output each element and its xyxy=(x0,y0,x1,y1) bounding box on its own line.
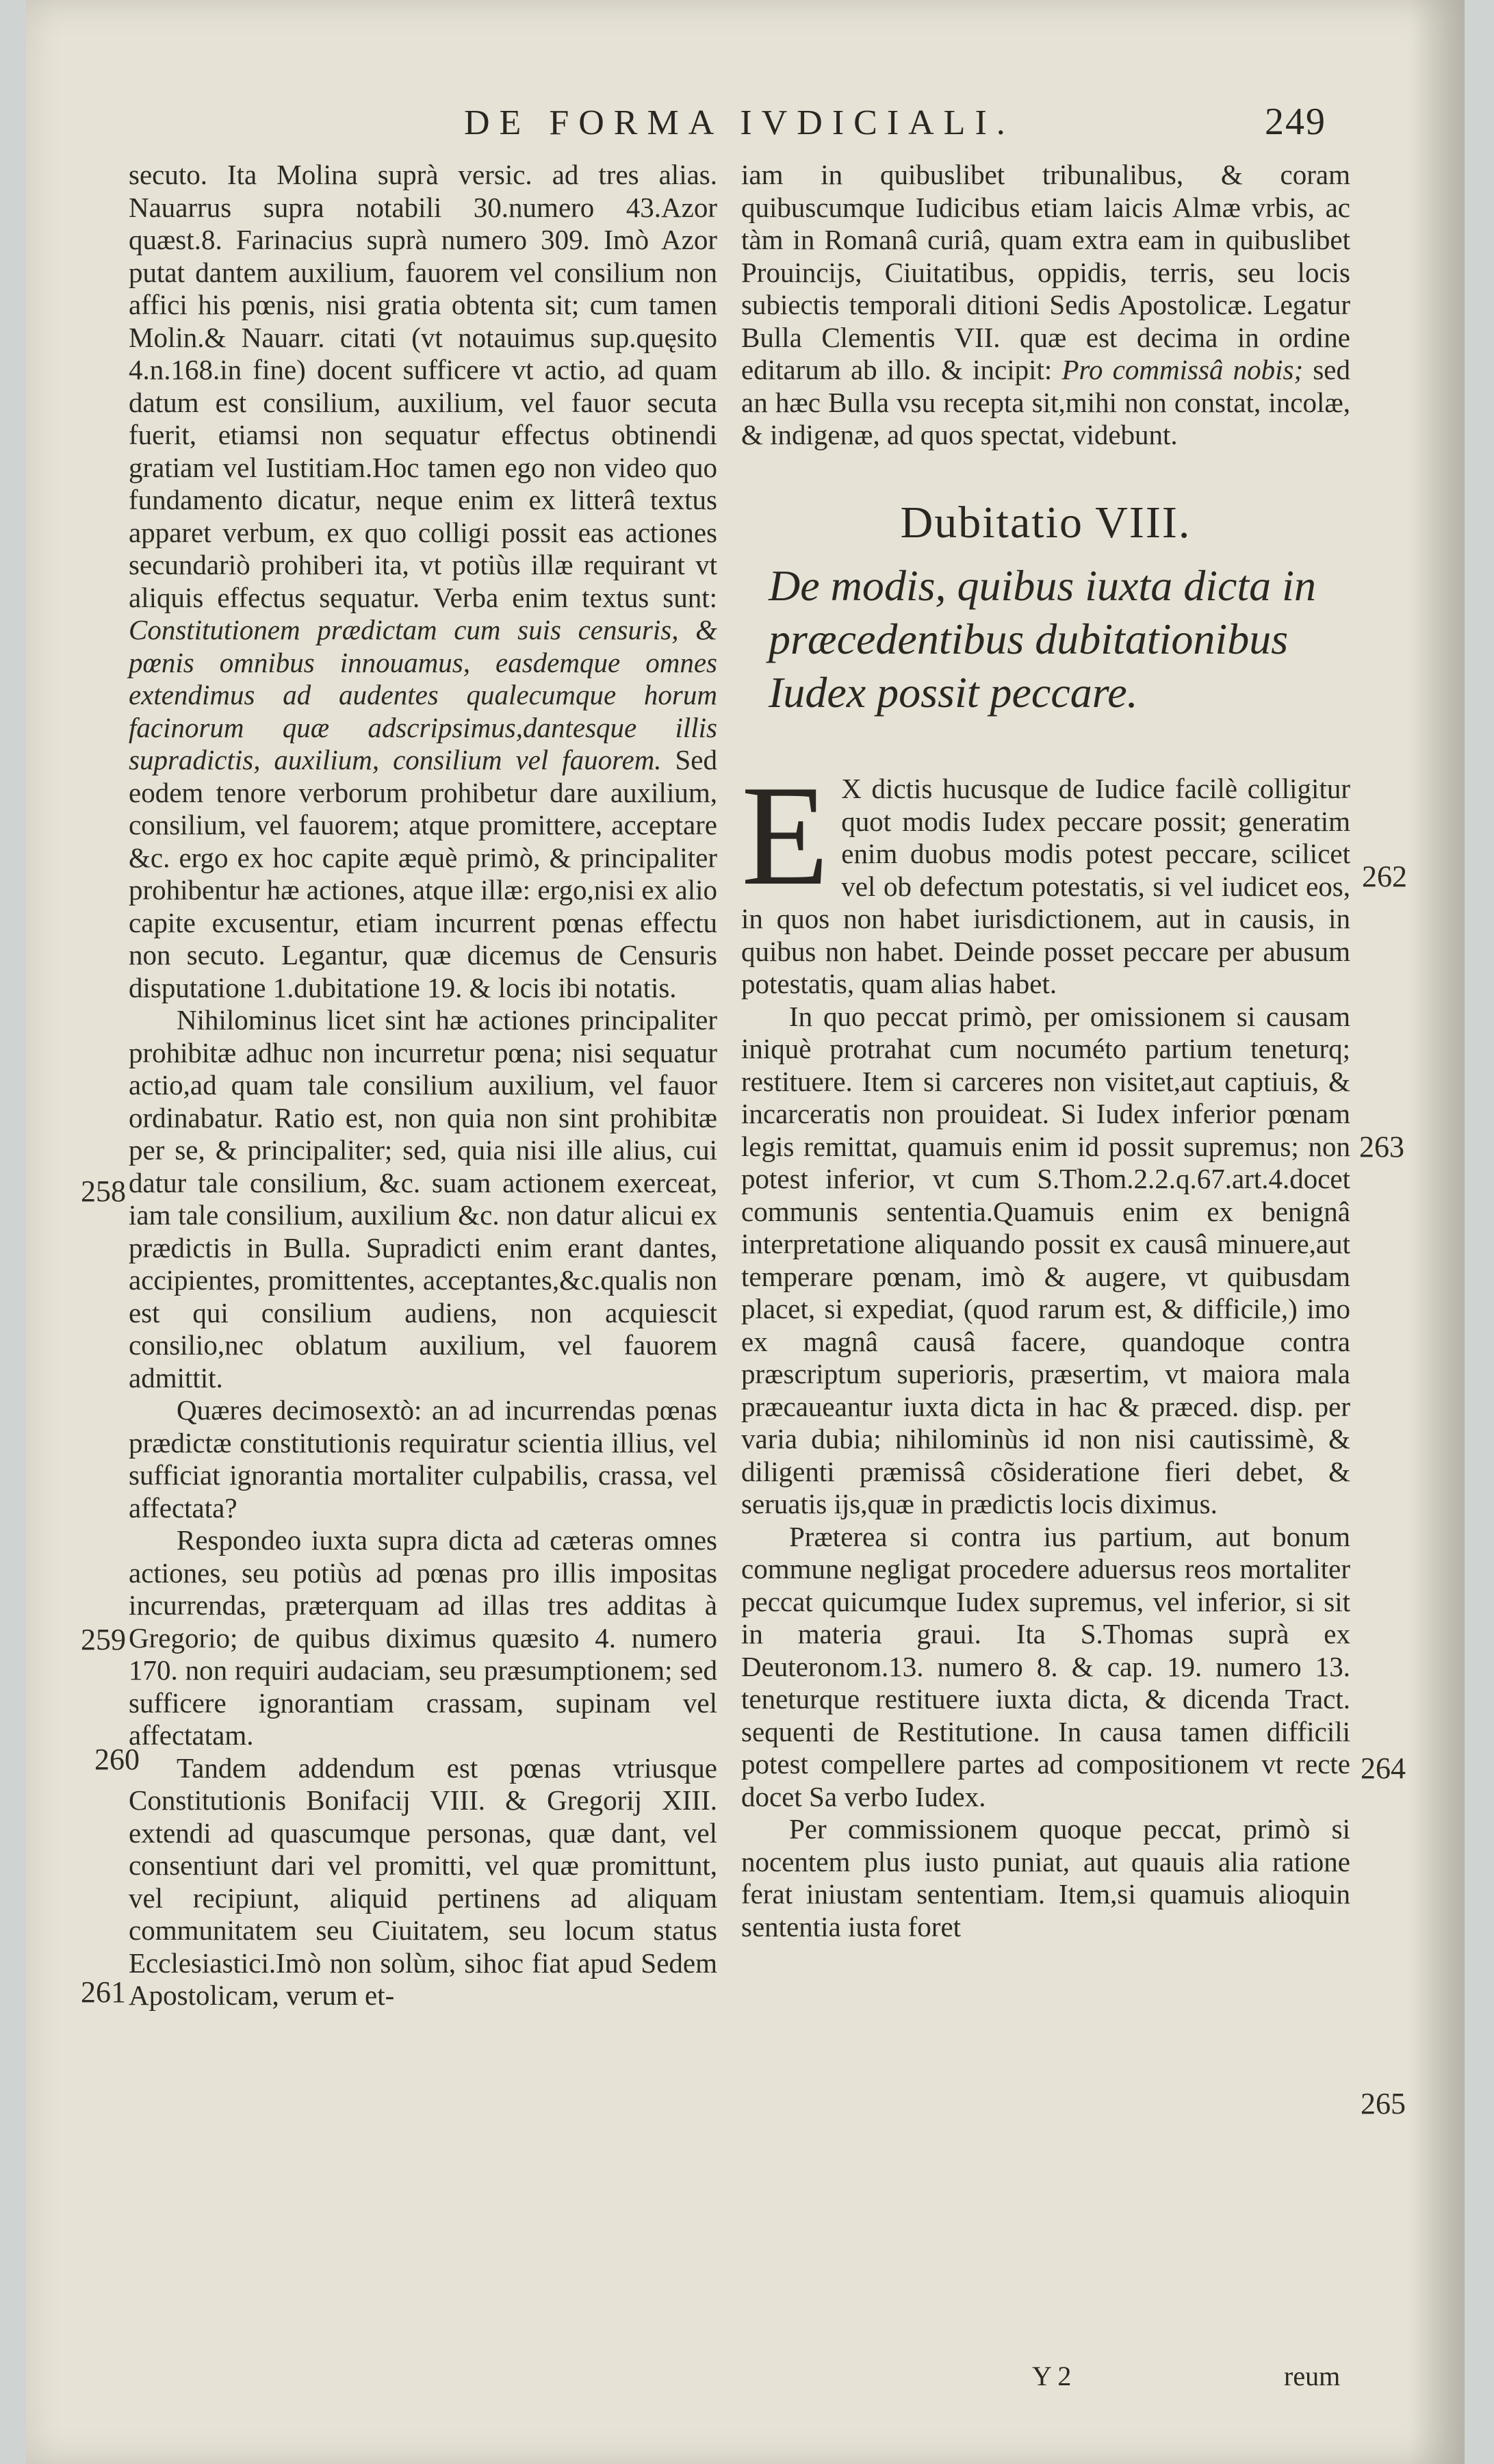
right-paragraph-1-text: X dictis hucusque de Iudice facilè colligitur quot modis Iudex peccare possit; generatim enim duobus modis potest peccare, scilicet vel ob defectum potestatis, si vel iudicet eos, in quos non habet iurisdictionem, aut in causis, in quibus non habet. Deinde posset peccare per abusum potestatis, quam alias habet. xyxy=(741,773,1350,999)
margin-number-265: 265 xyxy=(1361,2087,1406,2120)
right-column xyxy=(741,159,1350,1943)
signature-mark: Y 2 xyxy=(1032,2361,1072,2391)
left-paragraph-1-text: secuto. Ita Molina suprà versic. ad tres alias. Nauarrus supra notabili 30.numero 43.Azor quæst.8. Farinacius suprà numero 309. Imò Azor putat dantem auxilium, fauorem vel consilium non affici his pœnis, nisi gratia obtenta sit; cum tamen Molin.& Nauarr. citati (vt notauimus sup.quęsito 4.n.168.in fine) docent sufficere vt actio, ad quam datum est consilium, auxilium, vel fauor secuta fuerit, etiamsi non sequatur effectus obtinendi gratiam vel Iustitiam.Hoc tamen ego non video quo fundamento dicatur, neque enim ex litterâ textus apparet verbum, ex quo colligi possit eas actiones secundariò prohiberi ita, vt potiùs illæ requirant vt aliquis effectus sequatur. Verba enim textus sunt: xyxy=(129,159,717,613)
right-paragraph-3: Præterea si contra ius partium, aut bonum commune negligat procedere aduersus reos mortaliter peccat quicumque Iudex supremus, vel inferior, si sit in materia graui. Ita S.Thomas suprà ex Deuteronom.13. numero 8. & cap. 19. numero 13. teneturque restituere iuxta dicta, & dicenda Tract. sequenti de Restitutione. In causa tamen difficili potest compellere partes ad compositionem vt recte docet Sa verbo Iudex. xyxy=(741,1520,1350,1812)
book-page xyxy=(26,0,1465,2464)
right-paragraph-1 xyxy=(741,756,1350,1001)
left-paragraph-3: Nihilominus licet sint hæ actiones principaliter prohibitæ adhuc non incurretur pœna; nisi sequatur actio,ad quam tale consilium auxilium, vel fauor ordinabatur. Ratio est, non quia non sint prohibitæ per se, & principaliter; sed, quia nisi ille alius, cui datur tale consilium, &c. suam actionem exerceat, iam tale consilium, auxilium &c. non datur alicui ex prædictis in Bulla. Supradicti enim erant dantes, accipientes, promittentes, acceptantes,&c.qualis non est qui consilium audiens, non acquiescit consilio,nec oblatum auxilium, vel fauorem admittit. xyxy=(129,1004,717,1394)
right-paragraph-2: In quo peccat primò, per omissionem si causam iniquè protrahat cum nocuméto partium teneturq; restituere. Item si carceres non visitet,aut captiuis, & incarceratis non prouideat. Si Iudex inferior pœnam legis remittat, quamuis enim id possit supremus; non potest inferior, vt cum S.Thom.2.2.q.67.art.4.docet communis sententia.Quamuis enim ex benignâ interpretatione aliquando possit ex causâ minuere,aut temperare pœnam, imò & augere, vt quibusdam placet, si expediat, (quod rarum est, & difficile,) imo ex magnâ causâ facere, quandoque contra præscriptum superioris, præsertim, vt maiora mala præcaueantur iuxta dicta in hac & præced. disp. per varia dubia; nihilominùs id non nisi cautissimè, & diligenti præmissâ cõsideratione fieri debet, & seruatis ijs,quæ in prædictis locis diximus. xyxy=(741,1000,1350,1519)
section-heading: Dubitatio VIII. xyxy=(900,497,1192,548)
left-column xyxy=(129,159,717,2012)
catchword: reum xyxy=(1284,2361,1341,2391)
margin-number-260: 260 xyxy=(94,1743,140,1776)
margin-number-258: 258 xyxy=(81,1175,126,1208)
page-number: 249 xyxy=(1265,101,1326,143)
margin-number-261: 261 xyxy=(81,1975,126,2009)
margin-number-263: 263 xyxy=(1359,1130,1404,1164)
running-head xyxy=(464,103,1326,157)
page-edge-shadow xyxy=(1410,0,1465,2464)
left-paragraph-6: Tandem addendum est pœnas vtriusque Constitutionis Bonifacij VIII. & Gregorij XIII. extendi ad quascumque personas, quæ dant, vel consentiunt dari vel promitti, vel quæ promittunt, vel recipiunt, aliquid pertinens ad aliquam communitatem seu Ciuitatem, seu locum status Ecclesiastici.Imò non solùm, sihoc fiat apud Sedem Apostolicam, verum et- xyxy=(129,1751,717,2011)
right-paragraph-top-end: sed an hæc Bulla vsu recepta sit,mihi non constat, incolæ, & indigenæ, ad quos spectat, videbunt. xyxy=(741,354,1350,450)
right-paragraph-top xyxy=(741,159,1350,452)
margin-number-262: 262 xyxy=(1362,860,1407,893)
margin-number-264: 264 xyxy=(1361,1751,1406,1785)
section-subheading: De modis, quibus iuxta dicta in præcedentibus dubitationibus Iudex possit peccare. xyxy=(769,561,1316,717)
left-paragraph-4: Quæres decimosextò: an ad incurrendas pœnas prædictæ constitutionis requiratur scientia illius, vel sufficiat ignorantia mortaliter culpabilis, crassa, vel affectata? xyxy=(129,1394,717,1524)
left-paragraph-1 xyxy=(129,159,717,1004)
drop-cap: E xyxy=(741,756,829,915)
running-title: DE FORMA IVDICIALI. xyxy=(464,103,1015,142)
left-paragraph-5: Respondeo iuxta supra dicta ad cæteras omnes actiones, seu potiùs ad pœnas pro illis impositas incurrendas, præterquam ad illas tres additas à Gregorio; de quibus diximus quæsito 4. numero 170. non requiri audaciam, seu præsumptionem; sed sufficere ignorantiam crassam, supinam vel affectatam. xyxy=(129,1524,717,1751)
incipit-quote: Pro commissâ nobis; xyxy=(1061,354,1304,385)
bull-quote: Constitutionem prædictam cum suis censuris, & pœnis omnibus innouamus, easdemque omnes extendimus ad audentes qualecumque horum facinorum quæ adscripsimus,dantesque illis supradictis, auxilium, consilium vel fauorem. xyxy=(129,614,717,775)
right-paragraph-top-text: iam in quibuslibet tribunalibus, & coram quibuscumque Iudicibus etiam laicis Almæ vrbis, ac tàm in Romanâ curiâ, quam extra eam in quibuslibet Prouincijs, Ciuitatibus, oppidis, terris, seu locis subiectis temporali ditioni Sedis Apostolicæ. Legatur Bulla Clementis VII. quæ est decima in ordine editarum ab illo. & incipit: xyxy=(741,159,1350,385)
margin-number-259: 259 xyxy=(81,1623,126,1656)
left-paragraph-2-text: Sed eodem tenore verborum prohibetur dare auxilium, consilium, vel fauorem; atque promittere, acceptare &c. ergo ex hoc capite æquè primò, & principaliter prohibentur hæ actiones, atque illæ: ergo,nisi ex alio capite excusentur, etiam incurrent pœnas effectu non secuto. Legantur, quæ dicemus de Censuris disputatione 1.dubitatione 19. & locis ibi notatis. xyxy=(129,744,717,1003)
right-paragraph-4: Per commissionem quoque peccat, primò si nocentem plus iusto puniat, aut quauis alia ratione ferat iniustam sententiam. Item,si quamuis alioquin sententia iusta foret xyxy=(741,1813,1350,1942)
